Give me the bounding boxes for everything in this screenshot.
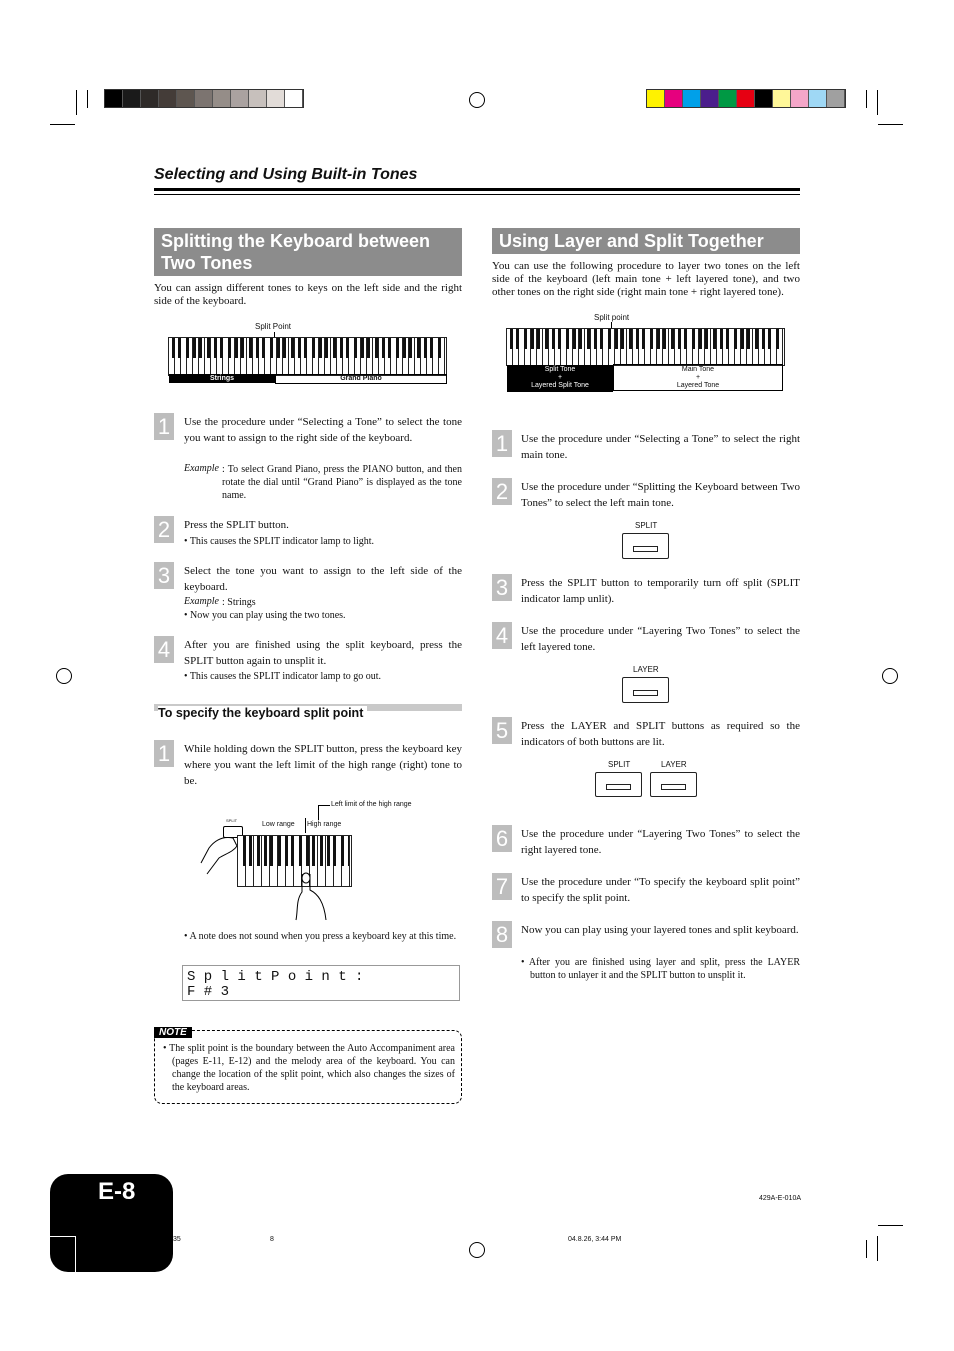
step-text: Use the procedure under “Splitting the Keyboard between Two Tones” to select the left main tone.: [521, 481, 800, 509]
high-range-label: High range: [307, 821, 342, 828]
step-number: 4: [492, 622, 512, 649]
subsection-bullet: • A note does not sound when you press a keyboard key at this time.: [184, 931, 457, 942]
crop-mark: [878, 124, 903, 125]
step-number: 2: [154, 516, 174, 543]
subsection-title: To specify the keyboard split point: [158, 706, 367, 720]
step-number: 4: [154, 636, 174, 663]
header-rule: [154, 188, 800, 195]
crop-mark: [866, 1240, 867, 1258]
registration-target-icon: [469, 92, 485, 108]
step-text: Use the procedure under “Selecting a Tone” to select the right main tone.: [521, 433, 800, 461]
registration-target-icon: [469, 1242, 485, 1258]
callout-line: [318, 805, 319, 820]
crop-mark: [75, 1236, 76, 1272]
document-code: 429A-E-010A: [759, 1195, 802, 1202]
example-label: Example: [184, 596, 219, 607]
cmyk-color-bar: [646, 89, 846, 108]
step-text: Use the procedure under “Layering Two Tones” to select the left layered tone.: [521, 625, 800, 653]
step-text: Press the SPLIT button.: [184, 519, 289, 531]
split-button-label: SPLIT: [226, 818, 238, 823]
step-text: Now you can play using your layered tones and split keyboard.: [521, 924, 799, 936]
right-tone-line2: Layered Tone: [676, 382, 720, 389]
step-number: 7: [492, 873, 512, 900]
lcd-line-2: F # 3: [187, 984, 230, 1000]
example-text: : To select Grand Piano, press the PIANO button, and then rotate the dial until “Grand Piano” is displayed as the tone name.: [222, 464, 462, 501]
crop-mark: [877, 1236, 878, 1261]
step-text: Press the SPLIT button to temporarily turn off split (SPLIT indicator lamp unlit).: [521, 577, 800, 605]
tone-strip-right: [613, 364, 783, 391]
step-number: 2: [492, 478, 512, 505]
split-button[interactable]: [622, 533, 669, 559]
crop-mark: [87, 90, 88, 108]
keyboard-black-keys: [243, 836, 349, 866]
right-section-title: Using Layer and Split Together: [492, 228, 800, 254]
step-text: Select the tone you want to assign to the left side of the keyboard.: [184, 565, 462, 593]
note-text: • The split point is the boundary between the Auto Accompaniment area (pages E-11, E-12) and the melody area of the keyboard. You can change the location of the split point, which also changes the sizes of the keyboard areas.: [163, 1043, 455, 1093]
low-range-label: Low range: [262, 821, 295, 828]
layer-button-label: LAYER: [633, 665, 659, 674]
gray-color-bar: [104, 89, 304, 108]
keyboard-black-keys: [172, 338, 442, 358]
step-text: After you are finished using the split keyboard, press the SPLIT button again to unsplit it.: [184, 639, 462, 667]
crop-mark: [866, 90, 867, 108]
step-text: While holding down the SPLIT button, press the keyboard key where you want the left limit of the high range (right) tone to be.: [184, 743, 462, 787]
step-bullet: • Now you can play using the two tones.: [184, 610, 346, 621]
example-text: : Strings: [222, 597, 256, 608]
callout-line: [318, 805, 330, 806]
step-bullet: • After you are finished using layer and split, press the LAYER button to unlayer it and the SPLIT button to unsplit it.: [521, 957, 800, 981]
page-number-tab: [50, 1174, 173, 1272]
split-button-label: SPLIT: [608, 760, 631, 769]
layer-button[interactable]: [622, 677, 669, 703]
slug-page: 8: [270, 1236, 274, 1243]
left-section-title: Splitting the Keyboard between Two Tones: [154, 228, 462, 276]
left-tone-line2: Layered Split Tone: [531, 382, 589, 389]
note-label: NOTE: [154, 1027, 192, 1038]
page-number: E-8: [98, 1178, 136, 1205]
step-text: Use the procedure under “Layering Two Tones” to select the right layered tone.: [521, 828, 800, 856]
split-button[interactable]: [595, 772, 642, 797]
step-text: Use the procedure under “To specify the keyboard split point” to specify the split point.: [521, 876, 800, 904]
crop-mark: [877, 90, 878, 115]
layer-button[interactable]: [650, 772, 697, 797]
crop-mark: [50, 1236, 75, 1237]
slug-date: 04.8.26, 3:44 PM: [568, 1236, 622, 1243]
right-tone-plus: +: [695, 374, 701, 381]
slug-left: 35: [173, 1236, 181, 1243]
step-number: 1: [154, 413, 174, 440]
step-text: Use the procedure under “Selecting a Tone” to select the tone you want to assign to the right side of the keyboard.: [184, 416, 462, 444]
split-point-label: Split Point: [255, 322, 292, 331]
step-bullet: • This causes the SPLIT indicator lamp to go out.: [184, 671, 381, 682]
step-number: 3: [492, 574, 512, 601]
left-tone-line1: Split Tone: [544, 366, 576, 373]
right-tone-line1: Main Tone: [681, 366, 715, 373]
left-limit-label: Left limit of the high range: [331, 801, 412, 808]
left-tone-plus: +: [557, 374, 563, 381]
split-marker-line: [305, 818, 306, 833]
step-number: 8: [492, 921, 512, 948]
step-bullet: • This causes the SPLIT indicator lamp to light.: [184, 536, 375, 547]
section-header: Selecting and Using Built-in Tones: [154, 166, 418, 183]
registration-target-icon: [882, 668, 898, 684]
lcd-display: [182, 965, 460, 1001]
split-point-label: Split point: [594, 313, 630, 322]
crop-mark: [76, 90, 77, 115]
tone-strip-grand-piano: Grand Piano: [275, 374, 447, 384]
registration-target-icon: [56, 668, 72, 684]
tone-strip-left: [507, 365, 613, 392]
keyboard-black-keys: [510, 329, 780, 349]
tone-strip-strings: Strings: [169, 374, 275, 383]
step-number: 6: [492, 825, 512, 852]
step-number: 1: [154, 740, 174, 767]
left-intro: You can assign different tones to keys on the left side and the right side of the keyboard.: [154, 282, 462, 307]
crop-mark: [50, 124, 75, 125]
finger-pressing-icon: [288, 872, 333, 922]
layer-button-label: LAYER: [661, 760, 687, 769]
step-number: 3: [154, 562, 174, 589]
example-label: Example: [184, 463, 219, 474]
step-number: 5: [492, 717, 512, 744]
split-button-label: SPLIT: [635, 521, 658, 530]
crop-mark: [878, 1225, 903, 1226]
lcd-line-1: S p l i t P o i n t :: [187, 969, 364, 985]
step-number: 1: [492, 430, 512, 457]
right-intro: You can use the following procedure to layer two tones on the left side of the keyboard (left main tone + left layered tone), and two other tones on the right side (right main tone + right layered tone).: [492, 260, 800, 298]
step-text: Press the LAYER and SPLIT buttons as required so the indicators of both buttons are lit.: [521, 720, 800, 748]
